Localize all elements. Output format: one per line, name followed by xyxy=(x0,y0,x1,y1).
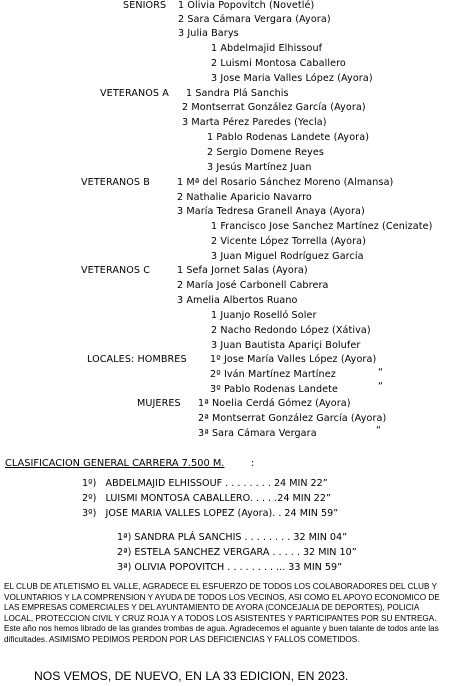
result-entry: 3 Julia Barys xyxy=(178,28,239,39)
result-entry: 3 Jesús Martínez Juan xyxy=(207,162,312,173)
result-entry: 2 Vicente López Torrella (Ayora) xyxy=(211,236,367,247)
category-label-veteranos-b: VETERANOS B xyxy=(81,177,150,188)
result-entry: 2 María José Carbonell Cabrera xyxy=(177,280,329,291)
result-entry: 1 Pablo Rodenas Landete (Ayora) xyxy=(207,132,370,143)
ditto-mark: “ xyxy=(378,367,384,378)
category-label-mujeres: MUJERES xyxy=(137,398,181,409)
ditto-mark: “ xyxy=(378,381,384,392)
result-entry: 1ª Noelia Cerdá Gómez (Ayora) xyxy=(198,398,351,409)
result-entry: 1 Mª del Rosario Sánchez Moreno (Almansa) xyxy=(177,177,394,188)
general-men-entry: 1º) ABDELMAJID ELHISSOUF . . . . . . . . 24 MIN 22” xyxy=(82,478,328,489)
category-label-locales-hombres: LOCALES: HOMBRES xyxy=(87,354,187,365)
result-entry: 2 Montserrat González García (Ayora) xyxy=(182,102,366,113)
result-entry: 3 Juan Bautista Apariçi Bolufer xyxy=(211,340,361,351)
result-entry: 1 Olivia Popovitch (Novetlé) xyxy=(178,0,315,11)
result-entry: 3 Juan Miguel Rodríguez García xyxy=(211,251,364,262)
result-entry: 1 Juanjo Roselló Soler xyxy=(211,310,317,321)
result-entry: 1 Sandra Plá Sanchis xyxy=(186,88,289,99)
result-entry: 2 Sergio Domene Reyes xyxy=(207,147,324,158)
general-women-entry: 2ª) ESTELA SANCHEZ VERGARA . . . . . 32 MIN 10” xyxy=(117,547,357,558)
general-classification-heading: CLASIFICACION GENERAL CARRERA 7.500 M. xyxy=(5,458,225,469)
result-entry: 3ª Sara Cámara Vergara xyxy=(198,428,317,439)
general-women-entry: 1ª) SANDRA PLÁ SANCHIS . . . . . . . . 32 MIN 04” xyxy=(117,532,348,543)
result-entry: 1º Jose María Valles López (Ayora) xyxy=(210,354,377,365)
general-men-entry: 3º) JOSE MARIA VALLES LOPEZ (Ayora). . 24 MIN 59” xyxy=(82,508,339,519)
result-entry: 3 Jose Maria Valles López (Ayora) xyxy=(211,73,373,84)
result-entry: 1 Francisco Jose Sanchez Martínez (Cenizate) xyxy=(211,221,433,232)
ditto-mark: “ xyxy=(376,425,382,436)
result-entry: 2º Iván Martínez Martínez xyxy=(210,369,336,380)
category-label-veteranos-a: VETERANOS A xyxy=(100,88,169,99)
result-entry: 1 Abdelmajid Elhissouf xyxy=(211,43,323,54)
category-label-veteranos-c: VETERANOS C xyxy=(81,265,151,276)
result-entry: 3º Pablo Rodenas Landete xyxy=(210,384,339,395)
closing-line: NOS VEMOS, DE NUEVO, EN LA 33 EDICION, EN 2023. xyxy=(34,669,349,683)
result-entry: 2 Luismi Montosa Caballero xyxy=(211,58,346,69)
result-entry: 2 Nathalie Aparicio Navarro xyxy=(177,192,312,203)
result-entry: 3 María Tedresa Granell Anaya (Ayora) xyxy=(177,206,365,217)
result-entry: 2ª Montserrat González García (Ayora) xyxy=(198,413,387,424)
result-entry: 1 Sefa Jornet Salas (Ayora) xyxy=(177,265,308,276)
result-entry: 3 Marta Pérez Paredes (Yecla) xyxy=(182,117,327,128)
acknowledgement-paragraph: EL CLUB DE ATLETISMO EL VALLE, AGRADECE EL ESFUERZO DE TODOS LOS COLABORADORES DEL CLUB Y VOLUNTARIOS Y LA COMPRENSION Y AYUDA DE TODOS LOS VECINOS, ASI COMO EL APOYO ECONOMICO DE LAS EMPRESAS COMERCIALES Y DEL AYUNTAMIENTO DE AYORA (CONCEJALIA DE DEPORTES), POLICIA LOCAL, PROTECCION CIVIL Y CRUZ ROJA Y A TODOS LOS ASISTENTES Y PARTICIPANTES POR SU ENTREGA. Este año nos hemos librado de las grandes trombas de agua. Agradecemos el aguante y buen talante de todos ante las dificultades. ASIMISMO PEDIMOS PERDON POR LAS DEFICIENCIAS Y FALLOS COMETIDOS. xyxy=(4,582,440,644)
result-entry: 3 Amelia Albertos Ruano xyxy=(177,295,298,306)
general-men-entry: 2º) LUISMI MONTOSA CABALLERO. . . . .24 MIN 22” xyxy=(82,493,331,504)
result-entry: 2 Nacho Redondo López (Xátiva) xyxy=(211,325,371,336)
general-women-entry: 3ª) OLIVIA POPOVITCH . . . . . . . . ... 33 MIN 59” xyxy=(117,562,343,573)
category-label-seniors: SENIORS xyxy=(123,0,167,11)
result-entry: 2 Sara Cámara Vergara (Ayora) xyxy=(178,14,331,25)
heading-colon: : xyxy=(251,458,255,469)
